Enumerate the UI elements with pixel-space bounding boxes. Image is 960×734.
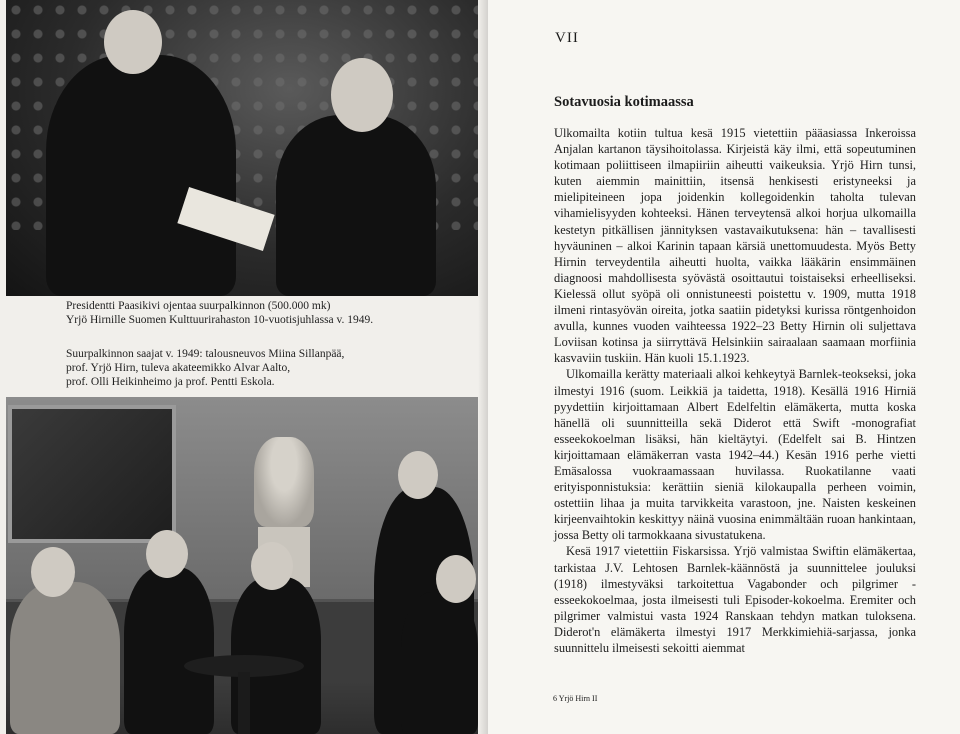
recipient-2-head [146, 530, 188, 578]
caption-top-line-2: Yrjö Hirnille Suomen Kulttuurirahaston 10-vuotisjuhlassa v. 1949. [66, 314, 374, 326]
recipient-head [331, 58, 393, 132]
caption-top-line-1: Presidentti Paasikivi ojentaa suurpalkinnon (500.000 mk) [66, 300, 331, 312]
paragraph-1: Ulkomailta kotiin tultua kesä 1915 vietettiin pääasiassa Inkeroissa Anjalan kartanon täysihoitolassa. Kirjeistä käy ilmi, että sopeutuminen kotimaan poliittiseen ilmapiiriin aiheutti vaikeuksia. Yrjö Hirn tunsi, kuten aiemmin mainittiin, itsensä henkisesti eristyneeksi ja mielipiteineen jopa joidenkin kollegoidenkin taholta tulevan vihamielisyyden kohteeksi. Hänen terveytensä alkoi horjua ulkomailla kestetyn pitkällisen jännityksen vastavaikutuksena: hän – tavallisesti hyväuninen – alkoi Karinin tapaan kärsiä unettomuudesta. Myös Betty Hirnin terveydentila aiheutti huolta, vaikka lääkärin ensimmäinen diagnoosi mahdollisesta syövästä osoittautui toistaiseksi erheelliseksi. Kielessä ollut syöpä oli onnistuneesti poistettu v. 1909, mutta 1918 ilmeni rintasyövän oireita, jotka saatiin pidetyksi kurissa röntgenhoidon avulla, kunnes vuoden vaihteessa 1922–23 Betty Hirnin oli suljettava Loviisan kotinsa ja siirryttävä Helsinkiin sairaalaan saamaan morfiinia kasvaviin tuskiin. Hän kuoli 15.1.1923. [554, 126, 916, 366]
caption-bottom-line-1: Suurpalkinnon saajat v. 1949: talousneuvos Miina Sillanpää, [66, 348, 345, 360]
wall-painting [8, 405, 176, 543]
recipient-1-figure [10, 582, 120, 734]
caption-bottom [66, 347, 466, 389]
recipient-3-head [251, 542, 293, 590]
coffee-table-leg [238, 672, 250, 734]
president-head [104, 10, 162, 74]
recipient-5-head [436, 555, 476, 603]
caption-top [66, 299, 466, 327]
recipient-1-head [31, 547, 75, 597]
caption-bottom-line-3: prof. Olli Heikinheimo ja prof. Pentti Eskola. [66, 376, 275, 388]
paragraph-2: Ulkomailla kerätty materiaali alkoi kehkeytyä Barnlek-teokseksi, joka ilmestyi 1916 (suom. Leikkiä ja taidetta, 1918). Kesällä 1916 Hirniä pyydettiin kirjoittamaan Albert Edelfeltin elämäkerta, mutta koska hänellä oli suunnitteilla sekä Diderot että Swift -monografiat esseekokoelman lisäksi, hän kieltäytyi. (Edelfelt sai B. Hintzen kirjoittamaan elämäkerran vasta 1942–44.) Kesän 1916 perhe vietti Emäsalossa vuokraamassaan huvilassa. Ruokatilanne vaati erityisponnistuksia: kerättiin sieniä kilokaupalla perheen voimin, ostettiin lihaa ja muita tarvikkeita varastoon, jne. Naisten keskeinen kirjeenvaihtokin keskittyy näinä vuosina enimmältään ruoan hankintaan, jossa Betty oli tarmokkaana sivustatukena. [554, 367, 916, 543]
recipient-4-head [398, 451, 438, 499]
caption-bottom-line-2: prof. Yrjö Hirn, tuleva akateemikko Alvar Aalto, [66, 362, 291, 374]
paragraph-3: Kesä 1917 vietettiin Fiskarsissa. Yrjö valmistaa Swiftin elämäkertaa, tarkistaa J.V. Lehtosen Barnlek-käännöstä ja suunnittelee jouluksi (1918) ilmestyväksi tarkoitettua Vagabonder och pilgrimer -esseekokoelmaa, josta ilmeisesti tuli Episoder-kokoelma. Eremiter och pilgrimer valmistui vasta 1924 Ranskaan tehdyn matkan tuloksena. Diderot'n elämäkerta ilmestyi 1917 Merkkimiehiä-sarjassa, jonka suunnittelu ilmeisesti sekoitti aiemmat [554, 544, 916, 655]
chapter-number: VII [555, 30, 579, 46]
president-figure [46, 55, 236, 296]
sculpture-bust [254, 437, 314, 527]
prize-recipients-photo [6, 397, 478, 734]
body-text [554, 125, 916, 656]
recipient-2-figure [124, 567, 214, 734]
award-ceremony-photo [6, 0, 478, 296]
chapter-title: Sotavuosia kotimaassa [554, 94, 694, 110]
recipient-5-figure [401, 592, 478, 734]
page-footer: 6 Yrjö Hirn II [553, 694, 598, 703]
recipient-figure [276, 115, 436, 296]
